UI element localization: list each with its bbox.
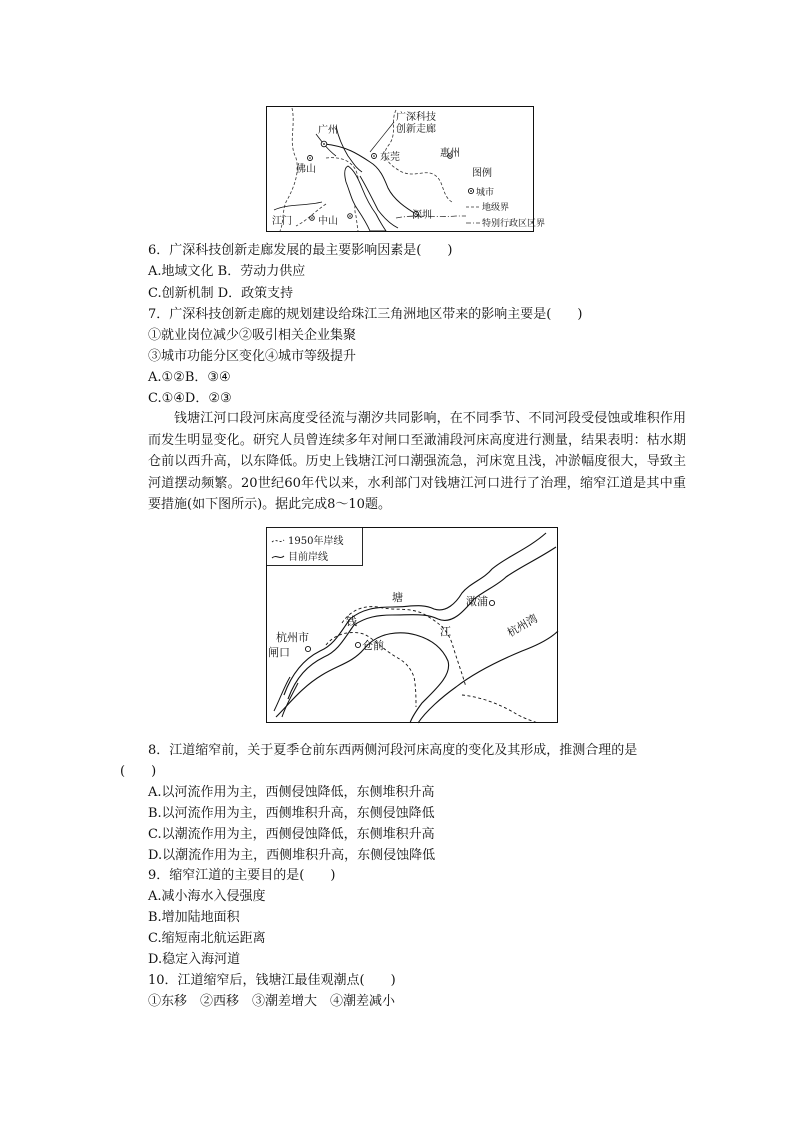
label-cangqian: 仓前 [362, 639, 384, 652]
label-huizhou: 惠州 [440, 148, 460, 159]
q10-stem: 10．江道缩窄后，钱塘江最佳观潮点( ) [148, 973, 396, 988]
q7-items-34: ③城市功能分区变化④城市等级提升 [148, 349, 357, 364]
label-foshan: 佛山 [296, 164, 316, 175]
q8-stem-line2: ( ) [120, 764, 157, 779]
q7-items-12: ①就业岗位减少②吸引相关企业集聚 [148, 328, 357, 343]
label-guangzhou: 广州 [318, 125, 338, 136]
label-corridor-1: 广深科技 [396, 112, 436, 123]
label-tang: 塘 [392, 591, 403, 604]
marker-hangzhou [305, 646, 310, 651]
q8-option-d: D.以潮流作用为主，西侧堆积升高，东侧侵蚀降低 [148, 848, 436, 863]
map2-legend [267, 528, 363, 566]
legend-sar-boundary: 特别行政区区界 [482, 219, 546, 229]
q6-options-cd: C.创新机制 D．政策支持 [148, 286, 294, 301]
q8-option-c: C.以潮流作用为主，西侧侵蚀降低，东侧堆积升高 [148, 827, 435, 842]
label-ganpu: 澉浦 [466, 595, 488, 608]
reading-passage: 钱塘江河口段河床高度受径流与潮汐共同影响，在不同季节、不同河段受侵蚀或堆积作用而发生明显变化。研究人员曾连续多年对闸口至澉浦段河床高度进行测量，结果表明：枯水期仓前以西升高，以东降低。历史上钱塘江河口潮强流急，河床宽且浅，冲淤幅度很大，导致主河道摆动频繁。20世纪60年代以来，水利部门对钱塘江河口进行了治理，缩窄江道是其中重要措施(如下图所示)。据此完成8～10题。 [148, 411, 686, 512]
label-qian: 钱 [346, 615, 357, 628]
q8-option-a: A.以河流作用为主，西侧侵蚀降低，东侧堆积升高 [148, 785, 435, 800]
q8-stem-line1: 8．江道缩窄前，关于夏季仓前东西两侧河段河床高度的变化及其形成，推测合理的是 [148, 743, 638, 758]
legend-old-shoreline: 1950年岸线 [288, 536, 344, 547]
marker-cangqian [355, 642, 360, 647]
q8-option-b: B.以河流作用为主，西侧堆积升高，东侧侵蚀降低 [148, 806, 435, 821]
label-jiangmen: 江门 [272, 216, 292, 227]
q6-stem: 6．广深科技创新走廊发展的最主要影响因素是( ) [148, 243, 453, 258]
label-hangzhou-bay: 杭州湾 [505, 611, 541, 640]
q7-stem: 7．广深科技创新走廊的规划建设给珠江三角洲地区带来的影响主要是( ) [148, 307, 583, 322]
q9-option-a: A.减小海水入侵强度 [148, 889, 266, 904]
q9-option-b: B.增加陆地面积 [148, 910, 240, 925]
legend-current-shoreline: 目前岸线 [288, 552, 328, 563]
qiantang-map [266, 527, 558, 723]
q7-options-ab: A.①②B．③④ [148, 370, 231, 385]
legend-title: 图例 [472, 168, 492, 179]
marker-ganpu [489, 600, 494, 605]
q10-items: ①东移 ②西移 ③潮差增大 ④潮差减小 [148, 994, 396, 1009]
legend-city: 城市 [476, 188, 495, 198]
q7-options-cd: C.①④D．②③ [148, 391, 232, 406]
label-zhongshan: 中山 [318, 216, 338, 227]
label-jiang: 江 [440, 625, 451, 638]
q9-stem: 9．缩窄江道的主要目的是( ) [148, 868, 336, 883]
label-dongguan: 东莞 [380, 152, 400, 163]
label-shenzhen: 深圳 [412, 210, 432, 221]
q6-options-ab: A.地域文化 B．劳动力供应 [148, 264, 306, 279]
label-hangzhou-city: 杭州市 [276, 631, 309, 644]
label-zhakou: 闸口 [268, 646, 290, 659]
legend-prefecture-boundary: 地级界 [482, 203, 510, 213]
label-corridor-2: 创新走廊 [396, 124, 436, 135]
q9-option-d: D.稳定入海河道 [148, 952, 241, 967]
corridor-map [266, 106, 546, 232]
q9-option-c: C.缩短南北航运距离 [148, 931, 266, 946]
